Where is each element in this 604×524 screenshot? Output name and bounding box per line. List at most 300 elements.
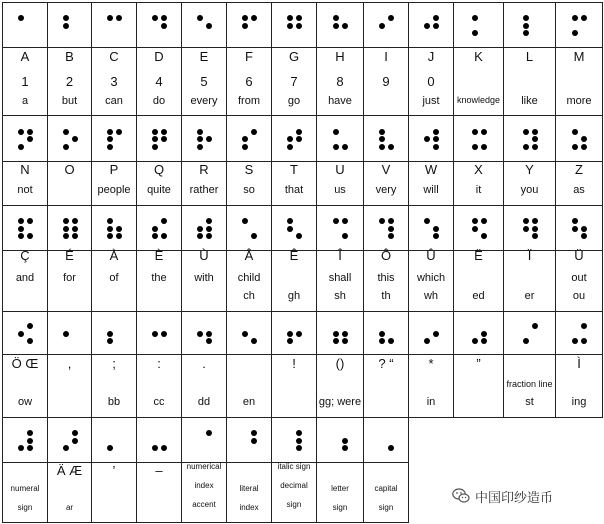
- braille-cell: [91, 115, 137, 162]
- braille-dot-4: [296, 15, 302, 21]
- braille-dot-3: [472, 30, 478, 36]
- braille-cell: [91, 205, 137, 251]
- braille-dot-5: [532, 226, 538, 232]
- braille-dot-2: [472, 226, 478, 232]
- braille-cell: [316, 2, 364, 48]
- label-cell: [47, 462, 92, 523]
- braille-dot-2: [152, 136, 158, 142]
- word2-label: er: [524, 290, 535, 302]
- braille-cell: [136, 205, 182, 251]
- braille-dot-1: [152, 129, 158, 135]
- label-cell: [181, 462, 227, 523]
- braille-dot-2: [572, 226, 578, 232]
- braille-dot-4: [388, 218, 394, 224]
- symbol-label: ”: [476, 356, 481, 371]
- label-cell: [226, 250, 272, 312]
- label-cell: [503, 354, 556, 418]
- word-label: do: [152, 95, 166, 107]
- braille-cell: [408, 2, 454, 48]
- braille-dot-4: [161, 15, 167, 21]
- word-label: dd: [197, 396, 211, 408]
- braille-cell: [47, 2, 92, 48]
- braille-cell: [181, 115, 227, 162]
- symbol-label: D: [154, 49, 164, 64]
- braille-dot-3: [287, 338, 293, 344]
- word-label: have: [328, 95, 352, 107]
- symbol-label: :: [157, 356, 161, 371]
- symbol-label: Ô: [380, 248, 392, 263]
- braille-dot-3: [107, 144, 113, 150]
- symbol-label: K: [474, 49, 483, 64]
- word-label: every: [190, 95, 218, 107]
- sign-label: accent: [192, 500, 216, 509]
- braille-dot-5: [72, 136, 78, 142]
- word-label: cc: [153, 396, 165, 408]
- braille-dot-6: [206, 338, 212, 344]
- symbol-label: !: [292, 356, 296, 371]
- word-label: in: [426, 396, 436, 408]
- symbol-label: À: [109, 248, 119, 263]
- word-label: will: [423, 184, 439, 196]
- word-label: en: [242, 396, 256, 408]
- braille-dot-3: [152, 233, 158, 239]
- word-label: with: [194, 272, 214, 284]
- braille-dot-4: [251, 129, 257, 135]
- braille-dot-1: [107, 15, 113, 21]
- braille-dot-6: [161, 233, 167, 239]
- sign-label: letter: [331, 484, 349, 493]
- braille-cell: [2, 2, 48, 48]
- braille-dot-3: [63, 144, 69, 150]
- word-label: very: [375, 184, 397, 196]
- word-label: ow: [17, 396, 33, 408]
- braille-dot-6: [296, 233, 302, 239]
- label-cell: [226, 354, 272, 418]
- braille-dot-1: [242, 15, 248, 21]
- braille-dot-3: [523, 338, 529, 344]
- braille-dot-3: [107, 338, 113, 344]
- braille-dot-1: [287, 15, 293, 21]
- braille-cell: [91, 311, 137, 355]
- symbol-label: ;: [112, 356, 116, 371]
- braille-dot-1: [379, 129, 385, 135]
- word-label: quite: [147, 184, 171, 196]
- word2-label: ou: [572, 290, 586, 302]
- braille-dot-5: [532, 136, 538, 142]
- braille-dot-3: [333, 144, 339, 150]
- braille-dot-2: [152, 331, 158, 337]
- braille-cell: [47, 417, 92, 463]
- braille-dot-6: [342, 144, 348, 150]
- braille-dot-4: [532, 218, 538, 224]
- symbol-label: Ê: [289, 248, 299, 263]
- braille-dot-2: [152, 226, 158, 232]
- braille-dot-4: [27, 218, 33, 224]
- braille-cell: [503, 205, 556, 251]
- braille-dot-3: [63, 233, 69, 239]
- extra-label: fraction line: [506, 379, 553, 389]
- braille-dot-1: [197, 129, 203, 135]
- label-cell: [181, 250, 227, 312]
- symbol-label: .: [202, 356, 206, 371]
- word-label: from: [238, 95, 260, 107]
- symbol-label: C: [109, 49, 119, 64]
- braille-dot-4: [342, 218, 348, 224]
- label-cell: [136, 354, 182, 418]
- word-label: knowledge: [456, 95, 501, 105]
- braille-dot-2: [523, 23, 529, 29]
- braille-dot-1: [572, 218, 578, 224]
- braille-dot-3: [572, 30, 578, 36]
- sign-label: capital: [374, 484, 398, 493]
- label-cell: [181, 47, 227, 116]
- braille-cell: [453, 205, 504, 251]
- word2-label: sh: [334, 290, 346, 302]
- symbol-label: M: [573, 49, 585, 64]
- label-cell: [316, 47, 364, 116]
- braille-dot-3: [242, 144, 248, 150]
- symbol-label: G: [288, 49, 300, 64]
- label-cell: [271, 47, 317, 116]
- symbol-label: Ç: [20, 248, 30, 263]
- label-cell: [136, 161, 182, 206]
- symbol-label: Â: [244, 248, 254, 263]
- number-label: 3: [110, 74, 118, 89]
- word-label: shall: [328, 272, 352, 284]
- braille-dot-3: [333, 338, 339, 344]
- symbol-label: ? “: [378, 356, 394, 371]
- braille-dot-1: [572, 129, 578, 135]
- braille-dot-1: [107, 218, 113, 224]
- braille-dot-5: [206, 226, 212, 232]
- braille-dot-2: [287, 23, 293, 29]
- braille-dot-1: [63, 218, 69, 224]
- braille-cell: [271, 115, 317, 162]
- braille-dot-6: [433, 144, 439, 150]
- number-label: 9: [382, 74, 390, 89]
- label-cell: [555, 354, 603, 418]
- braille-dot-3: [18, 233, 24, 239]
- braille-dot-4: [27, 129, 33, 135]
- sign-label: decimal: [280, 481, 308, 490]
- label-cell: [47, 250, 92, 312]
- label-cell: [271, 354, 317, 418]
- braille-dot-1: [472, 15, 478, 21]
- braille-cell: [408, 311, 454, 355]
- braille-dot-4: [481, 129, 487, 135]
- word-label: it: [475, 184, 482, 196]
- label-cell: [363, 462, 409, 523]
- label-cell: [453, 47, 504, 116]
- braille-dot-1: [197, 15, 203, 21]
- braille-dot-4: [72, 430, 78, 436]
- word-label: so: [243, 184, 255, 196]
- braille-dot-5: [161, 136, 167, 142]
- label-cell: [136, 462, 182, 523]
- label-cell: [316, 161, 364, 206]
- symbol-label: Û: [426, 248, 436, 263]
- word-label: can: [105, 95, 123, 107]
- braille-dot-2: [18, 226, 24, 232]
- label-cell: [136, 47, 182, 116]
- braille-cell: [316, 115, 364, 162]
- word-label: people: [97, 184, 131, 196]
- braille-dot-2: [18, 331, 24, 337]
- word2-label: ed: [472, 290, 485, 302]
- braille-dot-2: [287, 136, 293, 142]
- label-cell: [47, 354, 92, 418]
- word-label: this: [377, 272, 395, 284]
- braille-dot-5: [581, 136, 587, 142]
- label-cell: [91, 250, 137, 312]
- braille-dot-1: [472, 129, 478, 135]
- braille-cell: [453, 115, 504, 162]
- braille-cell: [136, 311, 182, 355]
- braille-dot-6: [251, 338, 257, 344]
- word-label: ing: [571, 396, 587, 408]
- braille-dot-6: [481, 144, 487, 150]
- braille-dot-5: [206, 136, 212, 142]
- label-cell: [91, 161, 137, 206]
- number-label: 6: [245, 74, 253, 89]
- symbol-label: –: [155, 463, 163, 478]
- symbol-label: T: [290, 162, 298, 177]
- braille-dot-4: [532, 129, 538, 135]
- braille-dot-6: [433, 233, 439, 239]
- symbol-label: Q: [153, 162, 165, 177]
- braille-dot-3: [18, 445, 24, 451]
- braille-cell: [271, 205, 317, 251]
- braille-dot-6: [342, 233, 348, 239]
- symbol-label: N: [20, 162, 30, 177]
- braille-dot-3: [472, 338, 478, 344]
- sign-label: index: [239, 503, 259, 512]
- symbol-label: O: [64, 162, 75, 177]
- number-label: 4: [155, 74, 163, 89]
- label-cell: [2, 354, 48, 418]
- braille-cell: [363, 115, 409, 162]
- braille-cell: [555, 115, 603, 162]
- label-cell: [2, 462, 48, 523]
- braille-cell: [271, 417, 317, 463]
- braille-dot-5: [72, 438, 78, 444]
- braille-cell: [226, 417, 272, 463]
- braille-cell: [363, 205, 409, 251]
- braille-dot-2: [287, 331, 293, 337]
- braille-dot-6: [161, 445, 167, 451]
- word-label: like: [521, 95, 538, 107]
- braille-dot-4: [161, 129, 167, 135]
- label-cell: [408, 250, 454, 312]
- braille-cell: [47, 115, 92, 162]
- braille-dot-2: [107, 331, 113, 337]
- braille-dot-1: [63, 129, 69, 135]
- symbol-label: Ë: [474, 248, 483, 263]
- symbol-label: J: [427, 49, 435, 64]
- braille-dot-3: [379, 144, 385, 150]
- sign-label: sign: [286, 500, 302, 509]
- word-label: you: [520, 184, 539, 196]
- label-cell: [363, 354, 409, 418]
- label-cell: [47, 161, 92, 206]
- braille-dot-3: [472, 144, 478, 150]
- braille-dot-6: [581, 233, 587, 239]
- braille-dot-3: [152, 445, 158, 451]
- label-cell: [271, 161, 317, 206]
- symbol-label: É: [65, 248, 74, 263]
- braille-dot-6: [581, 144, 587, 150]
- braille-dot-4: [296, 129, 302, 135]
- braille-dot-3: [379, 338, 385, 344]
- word2-label: gh: [287, 290, 301, 302]
- braille-dot-2: [107, 226, 113, 232]
- braille-dot-6: [342, 338, 348, 344]
- sign-label: sign: [378, 503, 394, 512]
- braille-dot-4: [532, 323, 538, 329]
- label-cell: [2, 161, 48, 206]
- braille-cell: [316, 311, 364, 355]
- word-label: go: [287, 95, 301, 107]
- braille-dot-5: [161, 331, 167, 337]
- braille-cell: [181, 417, 227, 463]
- braille-dot-2: [287, 226, 293, 232]
- braille-dot-6: [27, 338, 33, 344]
- sign-label: sign: [17, 503, 33, 512]
- braille-dot-5: [296, 136, 302, 142]
- word-label: of: [109, 272, 119, 284]
- braille-dot-1: [287, 218, 293, 224]
- word-label: out: [571, 272, 587, 284]
- braille-dot-2: [379, 136, 385, 142]
- label-cell: [453, 250, 504, 312]
- braille-dot-6: [388, 233, 394, 239]
- braille-dot-4: [481, 218, 487, 224]
- braille-cell: [47, 311, 92, 355]
- symbol-label: X: [474, 162, 483, 177]
- braille-dot-2: [197, 136, 203, 142]
- braille-dot-2: [333, 23, 339, 29]
- braille-dot-1: [18, 218, 24, 224]
- braille-dot-6: [251, 233, 257, 239]
- word-label: and: [15, 272, 35, 284]
- braille-dot-4: [433, 15, 439, 21]
- symbol-label: ’: [112, 463, 116, 478]
- symbol-label: H: [335, 49, 345, 64]
- braille-dot-5: [161, 23, 167, 29]
- word-label: that: [284, 184, 304, 196]
- braille-dot-5: [581, 226, 587, 232]
- braille-cell: [316, 417, 364, 463]
- word-label: more: [566, 95, 592, 107]
- braille-cell: [363, 311, 409, 355]
- braille-dot-1: [424, 218, 430, 224]
- braille-dot-6: [72, 233, 78, 239]
- label-cell: [226, 47, 272, 116]
- number-label: 8: [336, 74, 344, 89]
- symbol-label: S: [244, 162, 254, 177]
- braille-cell: [181, 2, 227, 48]
- braille-dot-2: [107, 136, 113, 142]
- word-label: rather: [189, 184, 219, 196]
- braille-dot-2: [379, 23, 385, 29]
- braille-dot-2: [333, 331, 339, 337]
- braille-cell: [271, 311, 317, 355]
- braille-dot-2: [63, 23, 69, 29]
- word2-label: th: [381, 290, 391, 302]
- symbol-label: V: [381, 162, 391, 177]
- braille-dot-4: [388, 15, 394, 21]
- symbol-label: E: [199, 49, 209, 64]
- braille-dot-6: [27, 233, 33, 239]
- braille-dot-1: [523, 129, 529, 135]
- symbol-label: Ä Æ: [56, 463, 83, 478]
- word-label: which: [416, 272, 446, 284]
- symbol-label: Y: [525, 162, 534, 177]
- braille-dot-2: [379, 331, 385, 337]
- label-cell: [91, 462, 137, 523]
- braille-dot-6: [388, 144, 394, 150]
- braille-cell: [226, 205, 272, 251]
- braille-dot-2: [242, 331, 248, 337]
- braille-dot-1: [333, 15, 339, 21]
- word-label: as: [573, 184, 585, 196]
- braille-dot-4: [296, 430, 302, 436]
- braille-dot-3: [424, 338, 430, 344]
- symbol-label: B: [65, 49, 74, 64]
- braille-cell: [2, 115, 48, 162]
- label-cell: [226, 462, 272, 523]
- braille-dot-4: [116, 15, 122, 21]
- braille-dot-2: [242, 136, 248, 142]
- braille-cell: [555, 2, 603, 48]
- braille-dot-4: [206, 430, 212, 436]
- braille-dot-3: [572, 144, 578, 150]
- symbol-label: Ù: [199, 248, 209, 263]
- braille-dot-4: [581, 15, 587, 21]
- number-label: 7: [290, 74, 298, 89]
- label-cell: [316, 462, 364, 523]
- symbol-label: È: [154, 248, 164, 263]
- braille-dot-4: [206, 218, 212, 224]
- braille-cell: [408, 115, 454, 162]
- sign-label: sign: [332, 503, 348, 512]
- braille-dot-6: [27, 445, 33, 451]
- word-label: st: [525, 396, 534, 408]
- braille-dot-5: [433, 136, 439, 142]
- braille-dot-5: [72, 226, 78, 232]
- braille-cell: [555, 311, 603, 355]
- word2-label: ch: [243, 290, 255, 302]
- braille-dot-5: [206, 331, 212, 337]
- label-cell: [181, 354, 227, 418]
- braille-dot-5: [433, 331, 439, 337]
- braille-dot-6: [481, 233, 487, 239]
- label-cell: [363, 161, 409, 206]
- braille-dot-3: [107, 445, 113, 451]
- braille-cell: [503, 115, 556, 162]
- number-label: 5: [200, 74, 208, 89]
- sign-label: literal: [239, 484, 259, 493]
- label-cell: [453, 161, 504, 206]
- braille-dot-5: [296, 438, 302, 444]
- braille-cell: [363, 2, 409, 48]
- word-label: bb: [107, 396, 121, 408]
- braille-dot-2: [197, 226, 203, 232]
- braille-dot-5: [116, 226, 122, 232]
- label-cell: [91, 354, 137, 418]
- braille-dot-2: [242, 23, 248, 29]
- braille-dot-4: [27, 323, 33, 329]
